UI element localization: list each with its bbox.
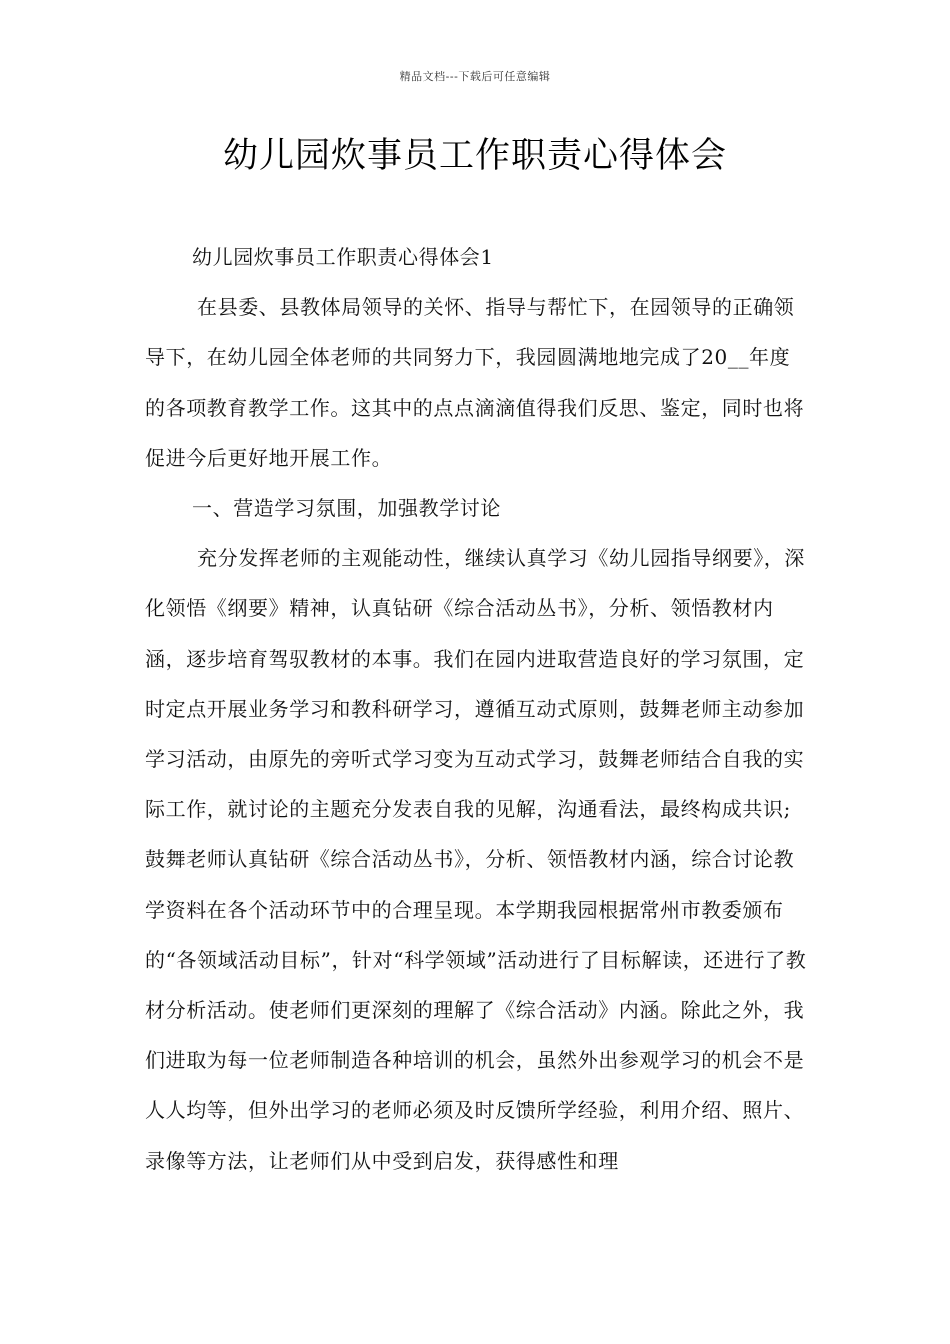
document-body	[145, 232, 810, 1186]
intro-paragraph: 在县委、县教体局领导的关怀、指导与帮忙下，在园领导的正确领导下，在幼儿园全体老师的共同努力下，我园圆满地地完成了20__年度的各项教育教学工作。这其中的点点滴滴值得我们反思、鉴定，同时也将促进今后更好地开展工作。	[145, 295, 805, 470]
section-body-paragraph: 充分发挥老师的主观能动性，继续认真学习《幼儿园指导纲要》，深化领悟《纲要》精神，认真钻研《综合活动丛书》，分析、领悟教材内涵，逐步培育驾驭教材的本事。我们在园内进取营造良好的学习氛围，定时定点开展业务学习和教科研学习，遵循互动式原则，鼓舞老师主动参加学习活动，由原先的旁听式学习变为互动式学习，鼓舞老师结合自我的实际工作，就讨论的主题充分发表自我的见解，沟通看法，最终构成共识;鼓舞老师认真钻研《综合活动丛书》，分析、领悟教材内涵，综合讨论教学资料在各个活动环节中的合理呈现。本学期我园根据常州市教委颁布的“各领域活动目标”，针对“科学领域”活动进行了目标解读，还进行了教材分析活动。使老师们更深刻的理解了《综合活动》内涵。除此之外，我们进取为每一位老师制造各种培训的机会，虽然外出参观学习的机会不是人人均等，但外出学习的老师必须及时反馈所学经验，利用介绍、照片、录像等方法，让老师们从中受到启发，获得感性和理	[145, 546, 807, 1173]
section-subtitle: 幼儿园炊事员工作职责心得体会1	[192, 245, 494, 269]
header-note: 精品文档---下载后可任意编辑	[399, 70, 551, 83]
section-heading: 一、营造学习氛围，加强教学讨论	[192, 496, 501, 521]
document-title: 幼儿园炊事员工作职责心得体会	[222, 136, 727, 176]
